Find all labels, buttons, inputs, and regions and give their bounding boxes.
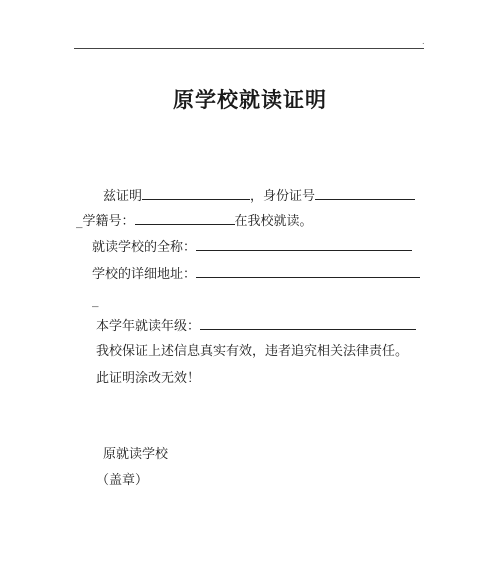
school-address-blank bbox=[196, 264, 420, 278]
line-school-address bbox=[92, 264, 420, 284]
grade-label: 本学年就读年级： bbox=[96, 319, 201, 334]
grade-blank bbox=[200, 316, 416, 330]
line-certify bbox=[103, 186, 415, 206]
void-notice: 此证明涂改无效！ bbox=[96, 371, 201, 386]
line-student-number bbox=[76, 211, 313, 231]
corner-mark: . bbox=[422, 37, 425, 46]
enrolled-text: 在我校就读。 bbox=[234, 214, 313, 229]
certify-label: 兹证明 bbox=[103, 189, 143, 204]
line-school-name bbox=[92, 237, 412, 257]
school-address-label: 学校的详细地址： bbox=[92, 267, 197, 282]
school-name-label: 就读学校的全称： bbox=[92, 240, 197, 255]
document-title: 原学校就读证明 bbox=[173, 88, 327, 112]
school-name-blank bbox=[196, 237, 412, 251]
id-number-blank bbox=[315, 186, 415, 200]
stamp-label: （盖章） bbox=[96, 473, 149, 488]
guarantee-statement: 我校保证上述信息真实有效，违者追究相关法律责任。 bbox=[96, 344, 409, 359]
id-number-label: ，身份证号 bbox=[250, 189, 316, 204]
leading-underscore: _ bbox=[76, 214, 83, 229]
original-school-label: 原就读学校 bbox=[103, 447, 169, 462]
name-blank bbox=[142, 186, 250, 200]
line-grade bbox=[96, 316, 416, 336]
line-underscore: _ bbox=[92, 293, 99, 308]
student-number-blank bbox=[135, 211, 235, 225]
header-rule bbox=[74, 48, 424, 49]
student-number-label: 学籍号： bbox=[82, 214, 135, 229]
